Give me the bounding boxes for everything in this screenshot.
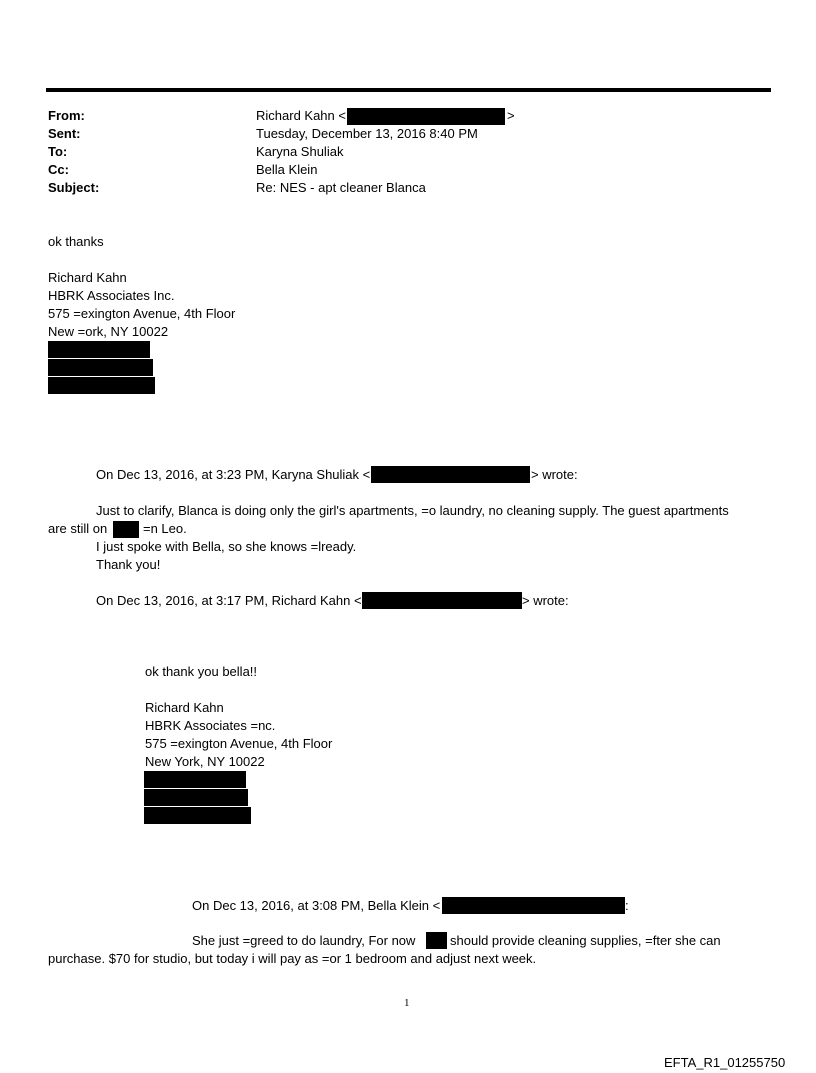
- redaction-block: [347, 108, 505, 125]
- quote-paragraph: Just to clarify, Blanca is doing only the girl's apartments, =o laundry, no cleaning supply. The guest apartments: [96, 503, 729, 518]
- redaction-block: [144, 789, 248, 806]
- to-value: Karyna Shuliak: [256, 144, 344, 159]
- quote-header-pre: On Dec 13, 2016, at 3:23 PM, Karyna Shuliak <: [96, 467, 371, 482]
- subject-value: Re: NES - apt cleaner Blanca: [256, 180, 426, 195]
- reply-text: ok thanks: [48, 234, 104, 249]
- quote-paragraph-end: should provide cleaning supplies, =fter she can: [450, 933, 721, 948]
- signature-name: Richard Kahn: [145, 700, 224, 715]
- from-value: Richard Kahn <: [256, 108, 346, 123]
- cc-value: Bella Klein: [256, 162, 318, 177]
- signature-address: 575 =exington Avenue, 4th Floor: [145, 736, 333, 751]
- signature-company: HBRK Associates Inc.: [48, 288, 175, 303]
- quote-header-post: > wrote:: [531, 467, 578, 482]
- redaction-block: [48, 341, 150, 358]
- quote-paragraph-end: =n Leo.: [143, 521, 187, 536]
- quote-header-post: :: [625, 898, 629, 913]
- redaction-block: [362, 592, 522, 609]
- redaction-block: [426, 932, 447, 949]
- quote-header-pre: On Dec 13, 2016, at 3:17 PM, Richard Kahn <: [96, 593, 362, 608]
- quote-paragraph-cont: are still on: [48, 521, 108, 536]
- sent-value: Tuesday, December 13, 2016 8:40 PM: [256, 126, 478, 141]
- redaction-block: [144, 807, 251, 824]
- redaction-block: [48, 377, 155, 394]
- redaction-block: [442, 897, 625, 914]
- to-label: To:: [48, 144, 68, 159]
- header-rule: [46, 88, 771, 92]
- quote-header-post: > wrote:: [522, 593, 569, 608]
- cc-label: Cc:: [48, 162, 69, 177]
- redaction-block: [113, 521, 139, 538]
- redaction-block: [144, 771, 246, 788]
- signature-city: New =ork, NY 10022: [48, 324, 169, 339]
- sent-label: Sent:: [48, 126, 81, 141]
- signature-name: Richard Kahn: [48, 270, 127, 285]
- from-close: >: [507, 108, 515, 123]
- page-number: 1: [404, 997, 410, 1009]
- quote-paragraph-cont: purchase. $70 for studio, but today i will pay as =or 1 bedroom and adjust next week.: [48, 951, 537, 966]
- redaction-block: [371, 466, 530, 483]
- quote-line: ok thank you bella!!: [145, 664, 258, 679]
- quote-line: I just spoke with Bella, so she knows =lready.: [96, 539, 357, 554]
- quote-paragraph: She just =greed to do laundry, For now: [192, 933, 416, 948]
- subject-label: Subject:: [48, 180, 100, 195]
- signature-company: HBRK Associates =nc.: [145, 718, 276, 733]
- quote-header-pre: On Dec 13, 2016, at 3:08 PM, Bella Klein <: [192, 898, 441, 913]
- document-id: EFTA_R1_01255750: [664, 1055, 786, 1070]
- signature-city: New York, NY 10022: [145, 754, 265, 769]
- signature-address: 575 =exington Avenue, 4th Floor: [48, 306, 236, 321]
- redaction-block: [48, 359, 153, 376]
- from-label: From:: [48, 108, 85, 123]
- quote-line: Thank you!: [96, 557, 161, 572]
